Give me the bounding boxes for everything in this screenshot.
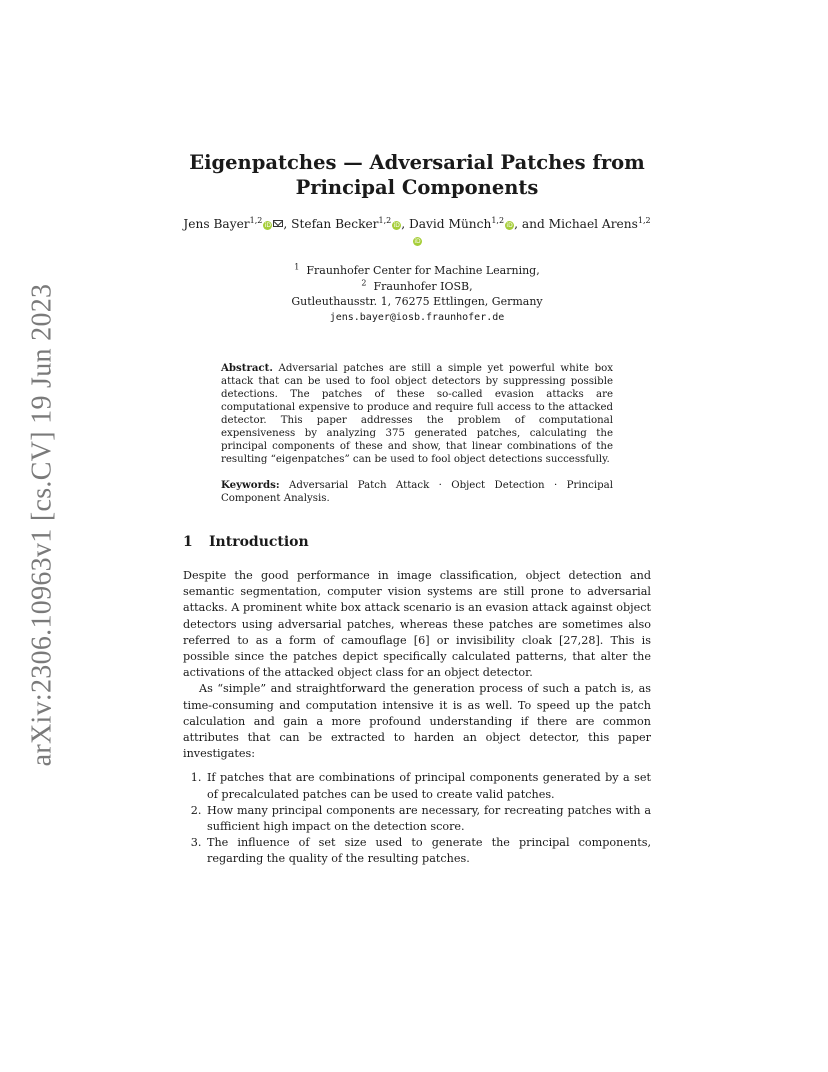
affiliation-address: Gutleuthausstr. 1, 76275 Ettlingen, Germany xyxy=(291,295,543,308)
section-title: Introduction xyxy=(209,534,309,550)
abstract xyxy=(221,362,613,466)
affiliation-1-sup: 1 xyxy=(294,262,300,272)
affiliation-2-text: Fraunhofer IOSB, xyxy=(373,279,473,293)
section-heading xyxy=(183,533,651,551)
orcid-icon[interactable]: iD xyxy=(414,238,421,245)
list-item: 3. The influence of set size used to generate the principal components, regarding the quality of the resulting patches. xyxy=(205,835,651,867)
keywords-label: Keywords: xyxy=(221,479,280,491)
section-number: 1 xyxy=(183,534,193,550)
affiliation-1 xyxy=(183,263,651,279)
keywords xyxy=(221,479,613,505)
email-icon[interactable] xyxy=(273,220,283,227)
author-affiliation-sup: 1,2 xyxy=(249,215,263,225)
affiliation-1-text: Fraunhofer Center for Machine Learning, xyxy=(306,264,540,277)
author-affiliation-sup: 1,2 xyxy=(637,215,651,225)
affiliation-2-sup: 2 xyxy=(361,277,367,287)
orcid-icon[interactable]: iD xyxy=(506,222,513,229)
author-separator: , xyxy=(401,217,409,231)
author-name: David Münch xyxy=(408,217,492,231)
research-questions-list xyxy=(183,770,651,867)
author-name: Jens Bayer xyxy=(183,217,250,231)
contact-email[interactable]: jens.bayer@iosb.fraunhofer.de xyxy=(329,311,505,323)
author-name: Michael Arens xyxy=(548,217,638,231)
author-separator: , xyxy=(283,217,292,231)
intro-paragraph-2: As “simple” and straightforward the generation process of such a patch is, as time-consuming and computation intensive it is as well. To speed up the patch calculation and gain a more profound understanding if there are common attributes that can be extracted to harden an object detector, this paper investigates: xyxy=(183,682,651,761)
author-jens-bayer xyxy=(183,217,283,231)
list-item: 2. How many principal components are necessary, for recreating patches with a sufficient high impact on the detection score. xyxy=(205,803,651,835)
arxiv-identifier-text: arXiv:2306.10963v1 [cs.CV] 19 Jun 2023 xyxy=(26,283,58,767)
affiliations xyxy=(183,263,651,325)
orcid-icon[interactable]: iD xyxy=(264,222,271,229)
abstract-label: Abstract. xyxy=(221,362,273,374)
author-list xyxy=(183,216,651,248)
author-david-muench xyxy=(409,217,514,231)
intro-paragraph-1: Despite the good performance in image classification, object detection and semantic segmentation, computer vision systems are still prone to adversarial attacks. A prominent white box attack scenario is an evasion attack against object detectors using adversarial patches, whereas these patches are sometimes also referred to as a form of camouflage [6] or invisibility cloak [27,28]. This is possible since the patches depict specifically calculated patterns, that alter the activations of the attacked object class for an object detector. xyxy=(183,569,651,680)
author-affiliation-sup: 1,2 xyxy=(491,215,505,225)
author-affiliation-sup: 1,2 xyxy=(378,215,392,225)
author-separator: , and xyxy=(514,217,549,231)
orcid-icon[interactable]: iD xyxy=(393,222,400,229)
abstract-text: Adversarial patches are still a simple yet powerful white box attack that can be used to fool object detectors by suppressing possible detections. The patches of these so-called evasion attacks are computational expensive to produce and require full access to the attacked detector. This paper addresses the problem of computational expensiveness by analyzing 375 generated patches, calculating the principal components of these and show, that linear combinations of the resulting “eigenpatches” can be used to fool object detections successfully. xyxy=(221,363,613,465)
list-item: 1. If patches that are combinations of principal components generated by a set of precalculated patches can be used to create valid patches. xyxy=(205,770,651,802)
author-stefan-becker xyxy=(291,217,401,231)
affiliation-2 xyxy=(183,279,651,295)
paper-page xyxy=(183,150,651,868)
paper-title: Eigenpatches — Adversarial Patches from Principal Components xyxy=(189,151,645,199)
arxiv-identifier xyxy=(22,283,62,767)
author-name: Stefan Becker xyxy=(291,217,379,231)
keywords-text: Adversarial Patch Attack · Object Detection · Principal Component Analysis. xyxy=(221,480,613,504)
